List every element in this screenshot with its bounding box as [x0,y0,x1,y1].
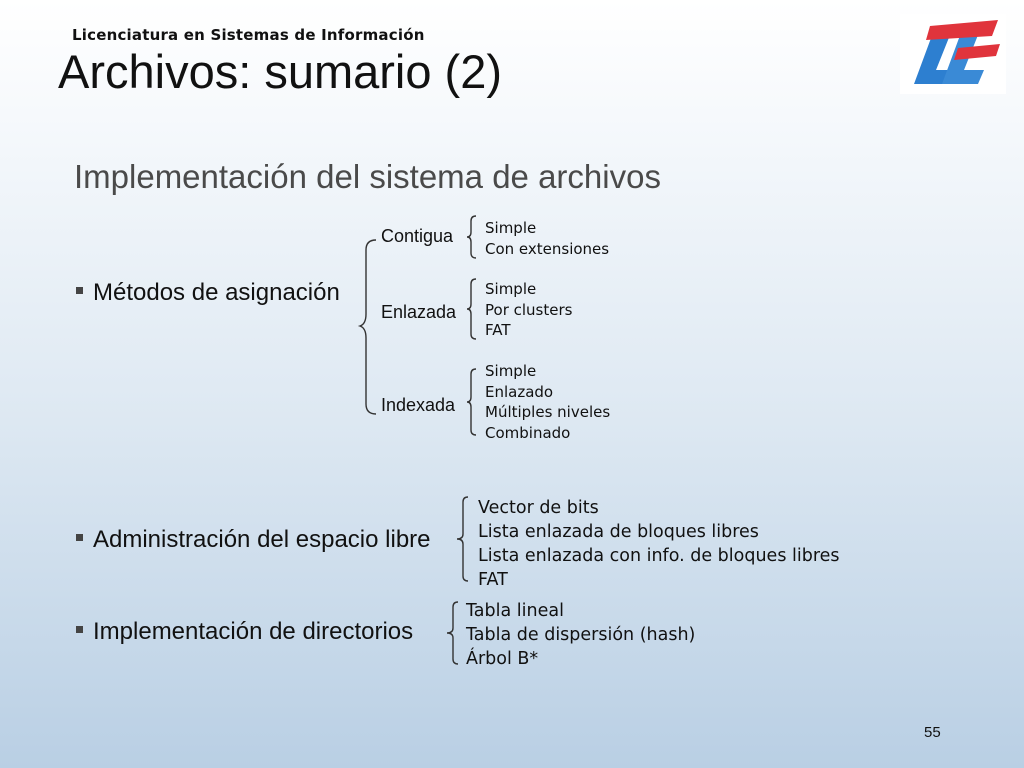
program-name: Licenciatura en Sistemas de Información [72,26,425,44]
group-label-enlazada: Enlazada [381,302,457,322]
brace-enlazada-icon [466,278,478,340]
list-item: Tabla de dispersión (hash) [466,625,696,645]
section-subtitle: Implementación del sistema de archivos [74,158,661,195]
list-item: Lista enlazada de bloques libres [478,522,759,542]
list-directorios [466,599,695,671]
leaf-list-contigua [485,218,609,259]
list-item: Enlazado [485,382,554,401]
brace-contigua-icon [466,215,478,259]
list-item: Simple [485,280,537,298]
bullet-label: Administración del espacio libre [93,526,431,553]
bullet-label: Implementación de directorios [93,618,414,645]
list-item: Simple [485,362,537,380]
list-item: Múltiples niveles [485,403,611,421]
brace-espacio-libre-icon [456,496,470,582]
bullet-square-icon [76,626,83,633]
list-item: Vector de bits [478,498,599,518]
list-item: Lista enlazada con info. de bloques libres [478,546,840,566]
page-number: 55 [924,724,941,741]
bullet-directorios [76,618,413,646]
bullet-square-icon [76,287,83,294]
list-item: Árbol B* [466,649,539,669]
list-item: FAT [485,321,511,339]
list-espacio-libre [478,496,840,592]
list-item: Tabla lineal [466,601,564,621]
list-item: Simple [485,219,537,237]
bullet-metodos-asignacion [76,279,340,307]
group-label-indexada: Indexada [381,395,456,415]
bullet-espacio-libre [76,526,431,554]
list-item: Con extensiones [485,239,610,258]
leaf-list-enlazada [485,279,572,341]
list-item: FAT [478,570,508,590]
main-brace-icon [358,238,378,418]
brace-directorios-icon [446,601,460,665]
group-label-contigua: Contigua [381,226,454,246]
university-logo-icon [900,14,1006,94]
list-item: Por clusters [485,300,573,319]
bullet-square-icon [76,534,83,541]
slide-title: Archivos: sumario (2) [58,45,502,98]
list-item: Combinado [485,423,571,442]
leaf-list-indexada [485,361,610,443]
brace-indexada-icon [466,368,478,436]
bullet-label: Métodos de asignación [93,279,340,306]
